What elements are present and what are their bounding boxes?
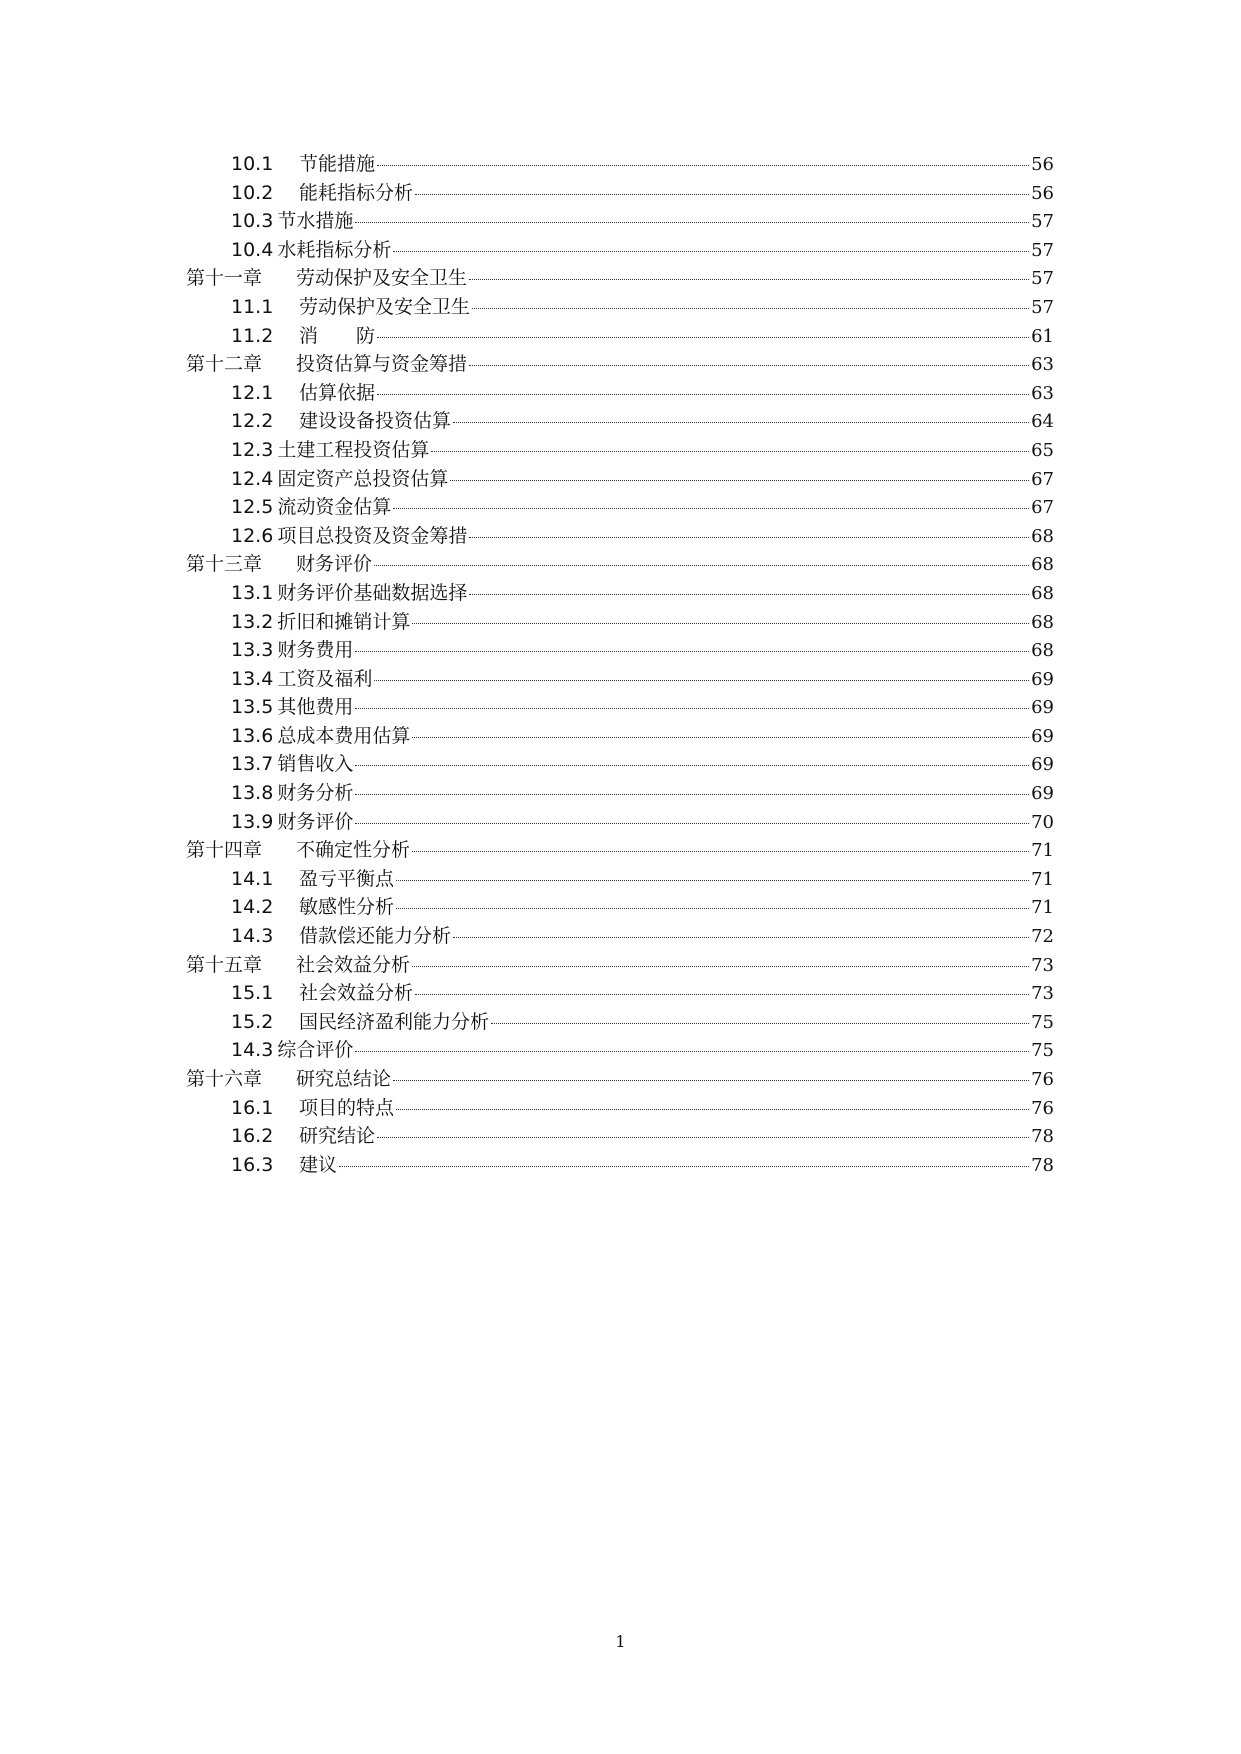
toc-dot-leader bbox=[415, 194, 1029, 195]
toc-entry-number: 14.3 bbox=[231, 925, 274, 948]
toc-dot-leader bbox=[374, 565, 1029, 566]
toc-dot-leader bbox=[453, 422, 1029, 423]
toc-section-entry[interactable] bbox=[186, 921, 1054, 950]
toc-section-entry[interactable] bbox=[186, 864, 1054, 893]
toc-entry-title: 综合评价 bbox=[277, 1039, 354, 1062]
toc-dot-leader bbox=[453, 937, 1029, 938]
toc-entry-page: 69 bbox=[1031, 697, 1054, 719]
toc-dot-leader bbox=[374, 680, 1029, 681]
toc-entry-number: 13.7 bbox=[231, 753, 274, 776]
toc-entry-number: 第十五章 bbox=[186, 953, 263, 976]
toc-section-entry[interactable] bbox=[186, 178, 1054, 207]
toc-section-entry[interactable] bbox=[186, 378, 1054, 407]
toc-section-entry[interactable] bbox=[186, 521, 1054, 550]
toc-entry-title: 劳动保护及安全卫生 bbox=[299, 295, 471, 318]
page-number: 1 bbox=[615, 1632, 626, 1651]
toc-entry-number: 12.2 bbox=[231, 410, 274, 433]
toc-entry-number: 12.3 bbox=[231, 438, 274, 461]
toc-entry-page: 78 bbox=[1031, 1126, 1054, 1148]
toc-dot-leader bbox=[415, 994, 1029, 995]
toc-section-entry[interactable] bbox=[186, 235, 1054, 264]
toc-entry-title: 水耗指标分析 bbox=[277, 238, 392, 261]
toc-section-entry[interactable] bbox=[186, 1150, 1054, 1179]
toc-entry-page: 67 bbox=[1031, 497, 1054, 519]
toc-entry-page: 68 bbox=[1031, 582, 1054, 604]
toc-entry-number: 14.3 bbox=[231, 1039, 274, 1062]
toc-dot-leader bbox=[469, 594, 1029, 595]
toc-entry-title: 建议 bbox=[299, 1153, 338, 1176]
toc-entry-title: 其他费用 bbox=[277, 696, 354, 719]
toc-entry-title: 项目总投资及资金筹措 bbox=[277, 524, 468, 547]
toc-dot-leader bbox=[355, 1051, 1029, 1052]
toc-entry-title: 销售收入 bbox=[277, 753, 354, 776]
toc-dot-leader bbox=[377, 1137, 1029, 1138]
toc-entry-page: 57 bbox=[1031, 239, 1054, 261]
toc-entry-page: 63 bbox=[1031, 382, 1054, 404]
toc-dot-leader bbox=[355, 651, 1029, 652]
toc-entry-page: 69 bbox=[1031, 668, 1054, 690]
toc-dot-leader bbox=[412, 737, 1029, 738]
toc-section-entry[interactable] bbox=[186, 607, 1054, 636]
toc-entry-title: 消 防 bbox=[299, 324, 376, 347]
toc-entry-number: 10.2 bbox=[231, 181, 274, 204]
toc-entry-number: 12.4 bbox=[231, 467, 274, 490]
toc-entry-page: 70 bbox=[1031, 811, 1054, 833]
toc-entry-title: 估算依据 bbox=[299, 381, 376, 404]
toc-entry-page: 71 bbox=[1031, 840, 1054, 862]
toc-entry-title: 财务评价 bbox=[296, 553, 373, 576]
toc-section-entry[interactable] bbox=[186, 807, 1054, 836]
toc-section-entry[interactable] bbox=[186, 435, 1054, 464]
toc-entry-page: 69 bbox=[1031, 754, 1054, 776]
toc-entry-title: 财务评价基础数据选择 bbox=[277, 581, 468, 604]
toc-entry-page: 64 bbox=[1031, 411, 1054, 433]
toc-dot-leader bbox=[472, 308, 1029, 309]
toc-entry-title: 节水措施 bbox=[277, 210, 354, 233]
toc-entry-page: 76 bbox=[1031, 1097, 1054, 1119]
toc-entry-number: 12.6 bbox=[231, 524, 274, 547]
toc-section-entry[interactable] bbox=[186, 206, 1054, 235]
toc-entry-title: 财务费用 bbox=[277, 639, 354, 662]
toc-entry-page: 75 bbox=[1031, 1011, 1054, 1033]
toc-entry-page: 57 bbox=[1031, 211, 1054, 233]
toc-dot-leader bbox=[469, 365, 1029, 366]
toc-entry-number: 11.2 bbox=[231, 324, 274, 347]
toc-entry-page: 68 bbox=[1031, 640, 1054, 662]
toc-chapter-entry[interactable] bbox=[186, 349, 1054, 378]
toc-dot-leader bbox=[396, 1109, 1029, 1110]
toc-dot-leader bbox=[393, 1080, 1029, 1081]
toc-entry-page: 67 bbox=[1031, 468, 1054, 490]
toc-entry-page: 71 bbox=[1031, 897, 1054, 919]
toc-dot-leader bbox=[339, 1166, 1029, 1167]
toc-entry-number: 13.6 bbox=[231, 724, 274, 747]
toc-chapter-entry[interactable] bbox=[186, 950, 1054, 979]
toc-entry-title: 土建工程投资估算 bbox=[277, 438, 430, 461]
toc-entry-title: 国民经济盈利能力分析 bbox=[299, 1010, 490, 1033]
toc-entry-page: 57 bbox=[1031, 268, 1054, 290]
toc-section-entry[interactable] bbox=[186, 1007, 1054, 1036]
table-of-contents bbox=[186, 149, 1054, 1178]
toc-entry-title: 社会效益分析 bbox=[299, 982, 414, 1005]
toc-entry-number: 13.2 bbox=[231, 610, 274, 633]
toc-chapter-entry[interactable] bbox=[186, 263, 1054, 292]
toc-dot-leader bbox=[355, 222, 1029, 223]
toc-dot-leader bbox=[377, 394, 1029, 395]
toc-entry-number: 13.8 bbox=[231, 782, 274, 805]
toc-entry-page: 75 bbox=[1031, 1040, 1054, 1062]
toc-section-entry[interactable] bbox=[186, 1035, 1054, 1064]
toc-dot-leader bbox=[491, 1023, 1029, 1024]
toc-dot-leader bbox=[469, 279, 1029, 280]
toc-entry-page: 72 bbox=[1031, 926, 1054, 948]
toc-entry-number: 16.3 bbox=[231, 1153, 274, 1176]
toc-entry-title: 不确定性分析 bbox=[296, 839, 411, 862]
toc-entry-title: 流动资金估算 bbox=[277, 496, 392, 519]
toc-entry-page: 69 bbox=[1031, 783, 1054, 805]
toc-chapter-entry[interactable] bbox=[186, 1064, 1054, 1093]
toc-dot-leader bbox=[355, 708, 1029, 709]
toc-entry-number: 13.1 bbox=[231, 581, 274, 604]
toc-section-entry[interactable] bbox=[186, 749, 1054, 778]
toc-section-entry[interactable] bbox=[186, 721, 1054, 750]
toc-entry-number: 第十六章 bbox=[186, 1068, 263, 1090]
toc-entry-title: 盈亏平衡点 bbox=[299, 867, 395, 890]
toc-entry-page: 78 bbox=[1031, 1154, 1054, 1176]
toc-entry-number: 10.4 bbox=[231, 238, 274, 261]
toc-entry-page: 56 bbox=[1031, 154, 1054, 175]
toc-entry-title: 折旧和摊销计算 bbox=[277, 610, 411, 633]
toc-dot-leader bbox=[396, 908, 1029, 909]
toc-dot-leader bbox=[431, 451, 1029, 452]
toc-entry-page: 65 bbox=[1031, 439, 1054, 461]
toc-entry-page: 68 bbox=[1031, 525, 1054, 547]
toc-dot-leader bbox=[450, 480, 1029, 481]
toc-dot-leader bbox=[412, 851, 1029, 852]
toc-entry-title: 投资估算与资金筹措 bbox=[296, 353, 468, 376]
toc-section-entry[interactable] bbox=[186, 1121, 1054, 1150]
toc-entry-page: 71 bbox=[1031, 868, 1054, 890]
toc-section-entry[interactable] bbox=[186, 692, 1054, 721]
toc-entry-page: 56 bbox=[1031, 182, 1054, 204]
toc-dot-leader bbox=[393, 251, 1029, 252]
toc-section-entry[interactable] bbox=[186, 464, 1054, 493]
toc-entry-number: 第十四章 bbox=[186, 839, 263, 862]
toc-entry-number: 13.4 bbox=[231, 667, 274, 690]
toc-entry-page: 57 bbox=[1031, 296, 1054, 318]
toc-entry-title: 节能措施 bbox=[299, 153, 376, 175]
toc-entry-title: 总成本费用估算 bbox=[277, 724, 411, 747]
toc-section-entry[interactable] bbox=[186, 292, 1054, 321]
toc-section-entry[interactable] bbox=[186, 578, 1054, 607]
toc-entry-title: 项目的特点 bbox=[299, 1096, 395, 1119]
toc-entry-number: 13.9 bbox=[231, 810, 274, 833]
toc-dot-leader bbox=[393, 508, 1029, 509]
toc-entry-number: 13.5 bbox=[231, 696, 274, 719]
toc-section-entry[interactable] bbox=[186, 492, 1054, 521]
toc-entry-title: 敏感性分析 bbox=[299, 896, 395, 919]
toc-chapter-entry[interactable] bbox=[186, 835, 1054, 864]
toc-entry-page: 68 bbox=[1031, 554, 1054, 576]
toc-entry-page: 69 bbox=[1031, 725, 1054, 747]
toc-entry-number: 第十一章 bbox=[186, 267, 263, 290]
toc-dot-leader bbox=[355, 765, 1029, 766]
toc-section-entry[interactable] bbox=[186, 892, 1054, 921]
toc-entry-title: 劳动保护及安全卫生 bbox=[296, 267, 468, 290]
toc-dot-leader bbox=[355, 794, 1029, 795]
toc-section-entry[interactable] bbox=[186, 321, 1054, 350]
toc-entry-number: 16.1 bbox=[231, 1096, 274, 1119]
toc-dot-leader bbox=[377, 165, 1029, 166]
toc-entry-title: 借款偿还能力分析 bbox=[299, 925, 452, 948]
toc-dot-leader bbox=[355, 823, 1029, 824]
toc-entry-page: 76 bbox=[1031, 1069, 1054, 1090]
toc-entry-number: 10.1 bbox=[231, 153, 274, 175]
toc-chapter-entry[interactable] bbox=[186, 549, 1054, 578]
toc-dot-leader bbox=[469, 537, 1029, 538]
toc-entry-number: 12.5 bbox=[231, 496, 274, 519]
toc-section-entry[interactable] bbox=[186, 978, 1054, 1007]
toc-entry-title: 工资及福利 bbox=[277, 667, 373, 690]
toc-entry-number: 15.2 bbox=[231, 1010, 274, 1033]
toc-section-entry[interactable] bbox=[186, 635, 1054, 664]
toc-section-entry[interactable] bbox=[186, 149, 1054, 178]
toc-entry-number: 15.1 bbox=[231, 982, 274, 1005]
toc-entry-title: 财务分析 bbox=[277, 782, 354, 805]
toc-entry-number: 第十二章 bbox=[186, 353, 263, 376]
toc-entry-page: 61 bbox=[1031, 325, 1054, 347]
toc-entry-number: 12.1 bbox=[231, 381, 274, 404]
toc-entry-page: 73 bbox=[1031, 954, 1054, 976]
toc-entry-page: 63 bbox=[1031, 354, 1054, 376]
toc-entry-number: 13.3 bbox=[231, 639, 274, 662]
toc-entry-title: 财务评价 bbox=[277, 810, 354, 833]
toc-entry-title: 建设设备投资估算 bbox=[299, 410, 452, 433]
toc-entry-number: 16.2 bbox=[231, 1125, 274, 1148]
toc-dot-leader bbox=[412, 623, 1029, 624]
toc-entry-title: 研究总结论 bbox=[296, 1068, 392, 1090]
toc-dot-leader bbox=[377, 337, 1029, 338]
toc-entry-number: 14.1 bbox=[231, 867, 274, 890]
toc-dot-leader bbox=[396, 880, 1029, 881]
toc-entry-page: 68 bbox=[1031, 611, 1054, 633]
toc-section-entry[interactable] bbox=[186, 664, 1054, 693]
toc-dot-leader bbox=[412, 966, 1029, 967]
toc-entry-page: 73 bbox=[1031, 983, 1054, 1005]
toc-entry-number: 14.2 bbox=[231, 896, 274, 919]
toc-section-entry[interactable] bbox=[186, 1093, 1054, 1122]
toc-section-entry[interactable] bbox=[186, 406, 1054, 435]
toc-entry-title: 社会效益分析 bbox=[296, 953, 411, 976]
toc-entry-number: 11.1 bbox=[231, 295, 274, 318]
toc-entry-title: 能耗指标分析 bbox=[299, 181, 414, 204]
toc-entry-number: 第十三章 bbox=[186, 553, 263, 576]
toc-entry-number: 10.3 bbox=[231, 210, 274, 233]
toc-entry-title: 研究结论 bbox=[299, 1125, 376, 1148]
toc-entry-title: 固定资产总投资估算 bbox=[277, 467, 449, 490]
toc-section-entry[interactable] bbox=[186, 778, 1054, 807]
